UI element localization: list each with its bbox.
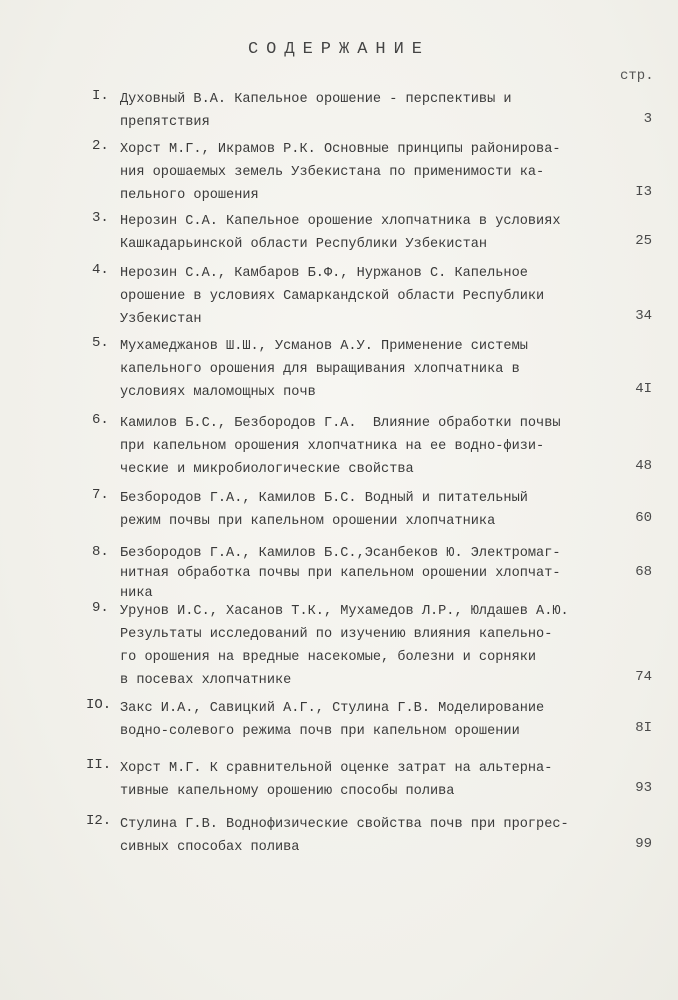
entry-number: IO. [86, 697, 112, 713]
entry-page-number: 68 [635, 564, 652, 580]
entry-number: 6. [92, 412, 109, 428]
entry-text: Стулина Г.В. Воднофизические свойства почв при прогрес- сивных способах полива [120, 817, 569, 855]
entry-page-number: 60 [635, 510, 652, 526]
entry-page-number: 4I [635, 381, 652, 397]
entry-text: Камилов Б.С., Безбородов Г.А. Влияние обработки почвы при капельном орошения хлопчатника на ее водно-физи- ческие и микробиологические свойства [120, 416, 561, 477]
page-title: СОДЕРЖАНИЕ [247, 40, 431, 59]
entry-text: Духовный В.А. Капельное орошение - перспективы и препятствия [120, 92, 512, 130]
page-column-label: стр. [620, 68, 654, 84]
entry-page-number: 3 [643, 111, 652, 127]
entry-page-number: 99 [635, 836, 652, 852]
entry-page-number: 74 [635, 669, 652, 685]
entry-text: Урунов И.С., Хасанов Т.К., Мухамедов Л.Р., Юлдашев А.Ю. Результаты исследований по изучению влияния капельно- го орошения на вредные насекомые, болезни и сорняки в посевах хлопчатнике [120, 604, 569, 688]
entry-number: 7. [92, 487, 109, 503]
entry-number: I2. [86, 813, 112, 829]
entry-number: II. [86, 757, 112, 773]
entry-text: Мухамеджанов Ш.Ш., Усманов А.У. Применение системы капельного орошения для выращивания хлопчатника в условиях маломощных почв [120, 339, 528, 400]
entry-text: Безбородов Г.А., Камилов Б.С. Водный и питательный режим почвы при капельном орошении хлопчатника [120, 491, 528, 529]
entry-text: Хорст М.Г. К сравнительной оценке затрат на альтерна- тивные капельному орошению способы полива [120, 761, 553, 799]
entry-text: Нерозин С.А. Капельное орошение хлопчатника в условиях Кашкадарьинской области Республики Узбекистан [120, 214, 561, 252]
entry-page-number: 25 [635, 233, 652, 249]
entry-page-number: 34 [635, 308, 652, 324]
entry-page-number: 8I [635, 720, 652, 736]
entry-number: 9. [92, 600, 109, 616]
entry-page-number: 48 [635, 458, 652, 474]
entry-text: Безбородов Г.А., Камилов Б.С.,Эсанбеков Ю. Электромаг- нитная обработка почвы при капельном орошении хлопчат- ника [120, 546, 561, 601]
entry-number: 4. [92, 262, 109, 278]
entry-number: 8. [92, 544, 109, 560]
entry-text: Закс И.А., Савицкий А.Г., Стулина Г.В. Моделирование водно-солевого режима почв при капельном орошении [120, 701, 545, 739]
entry-text: Нерозин С.А., Камбаров Б.Ф., Нуржанов С. Капельное орошение в условиях Самаркандской области Республики Узбекистан [120, 266, 545, 327]
entry-page-number: 93 [635, 780, 652, 796]
entry-number: I. [92, 88, 109, 104]
entry-text: Хорст М.Г., Икрамов Р.К. Основные принципы районирова- ния орошаемых земель Узбекистана по применимости ка- пельного орошения [120, 142, 561, 203]
entry-number: 5. [92, 335, 109, 351]
entry-number: 2. [92, 138, 109, 154]
entry-number: 3. [92, 210, 109, 226]
entry-page-number: I3 [635, 184, 652, 200]
